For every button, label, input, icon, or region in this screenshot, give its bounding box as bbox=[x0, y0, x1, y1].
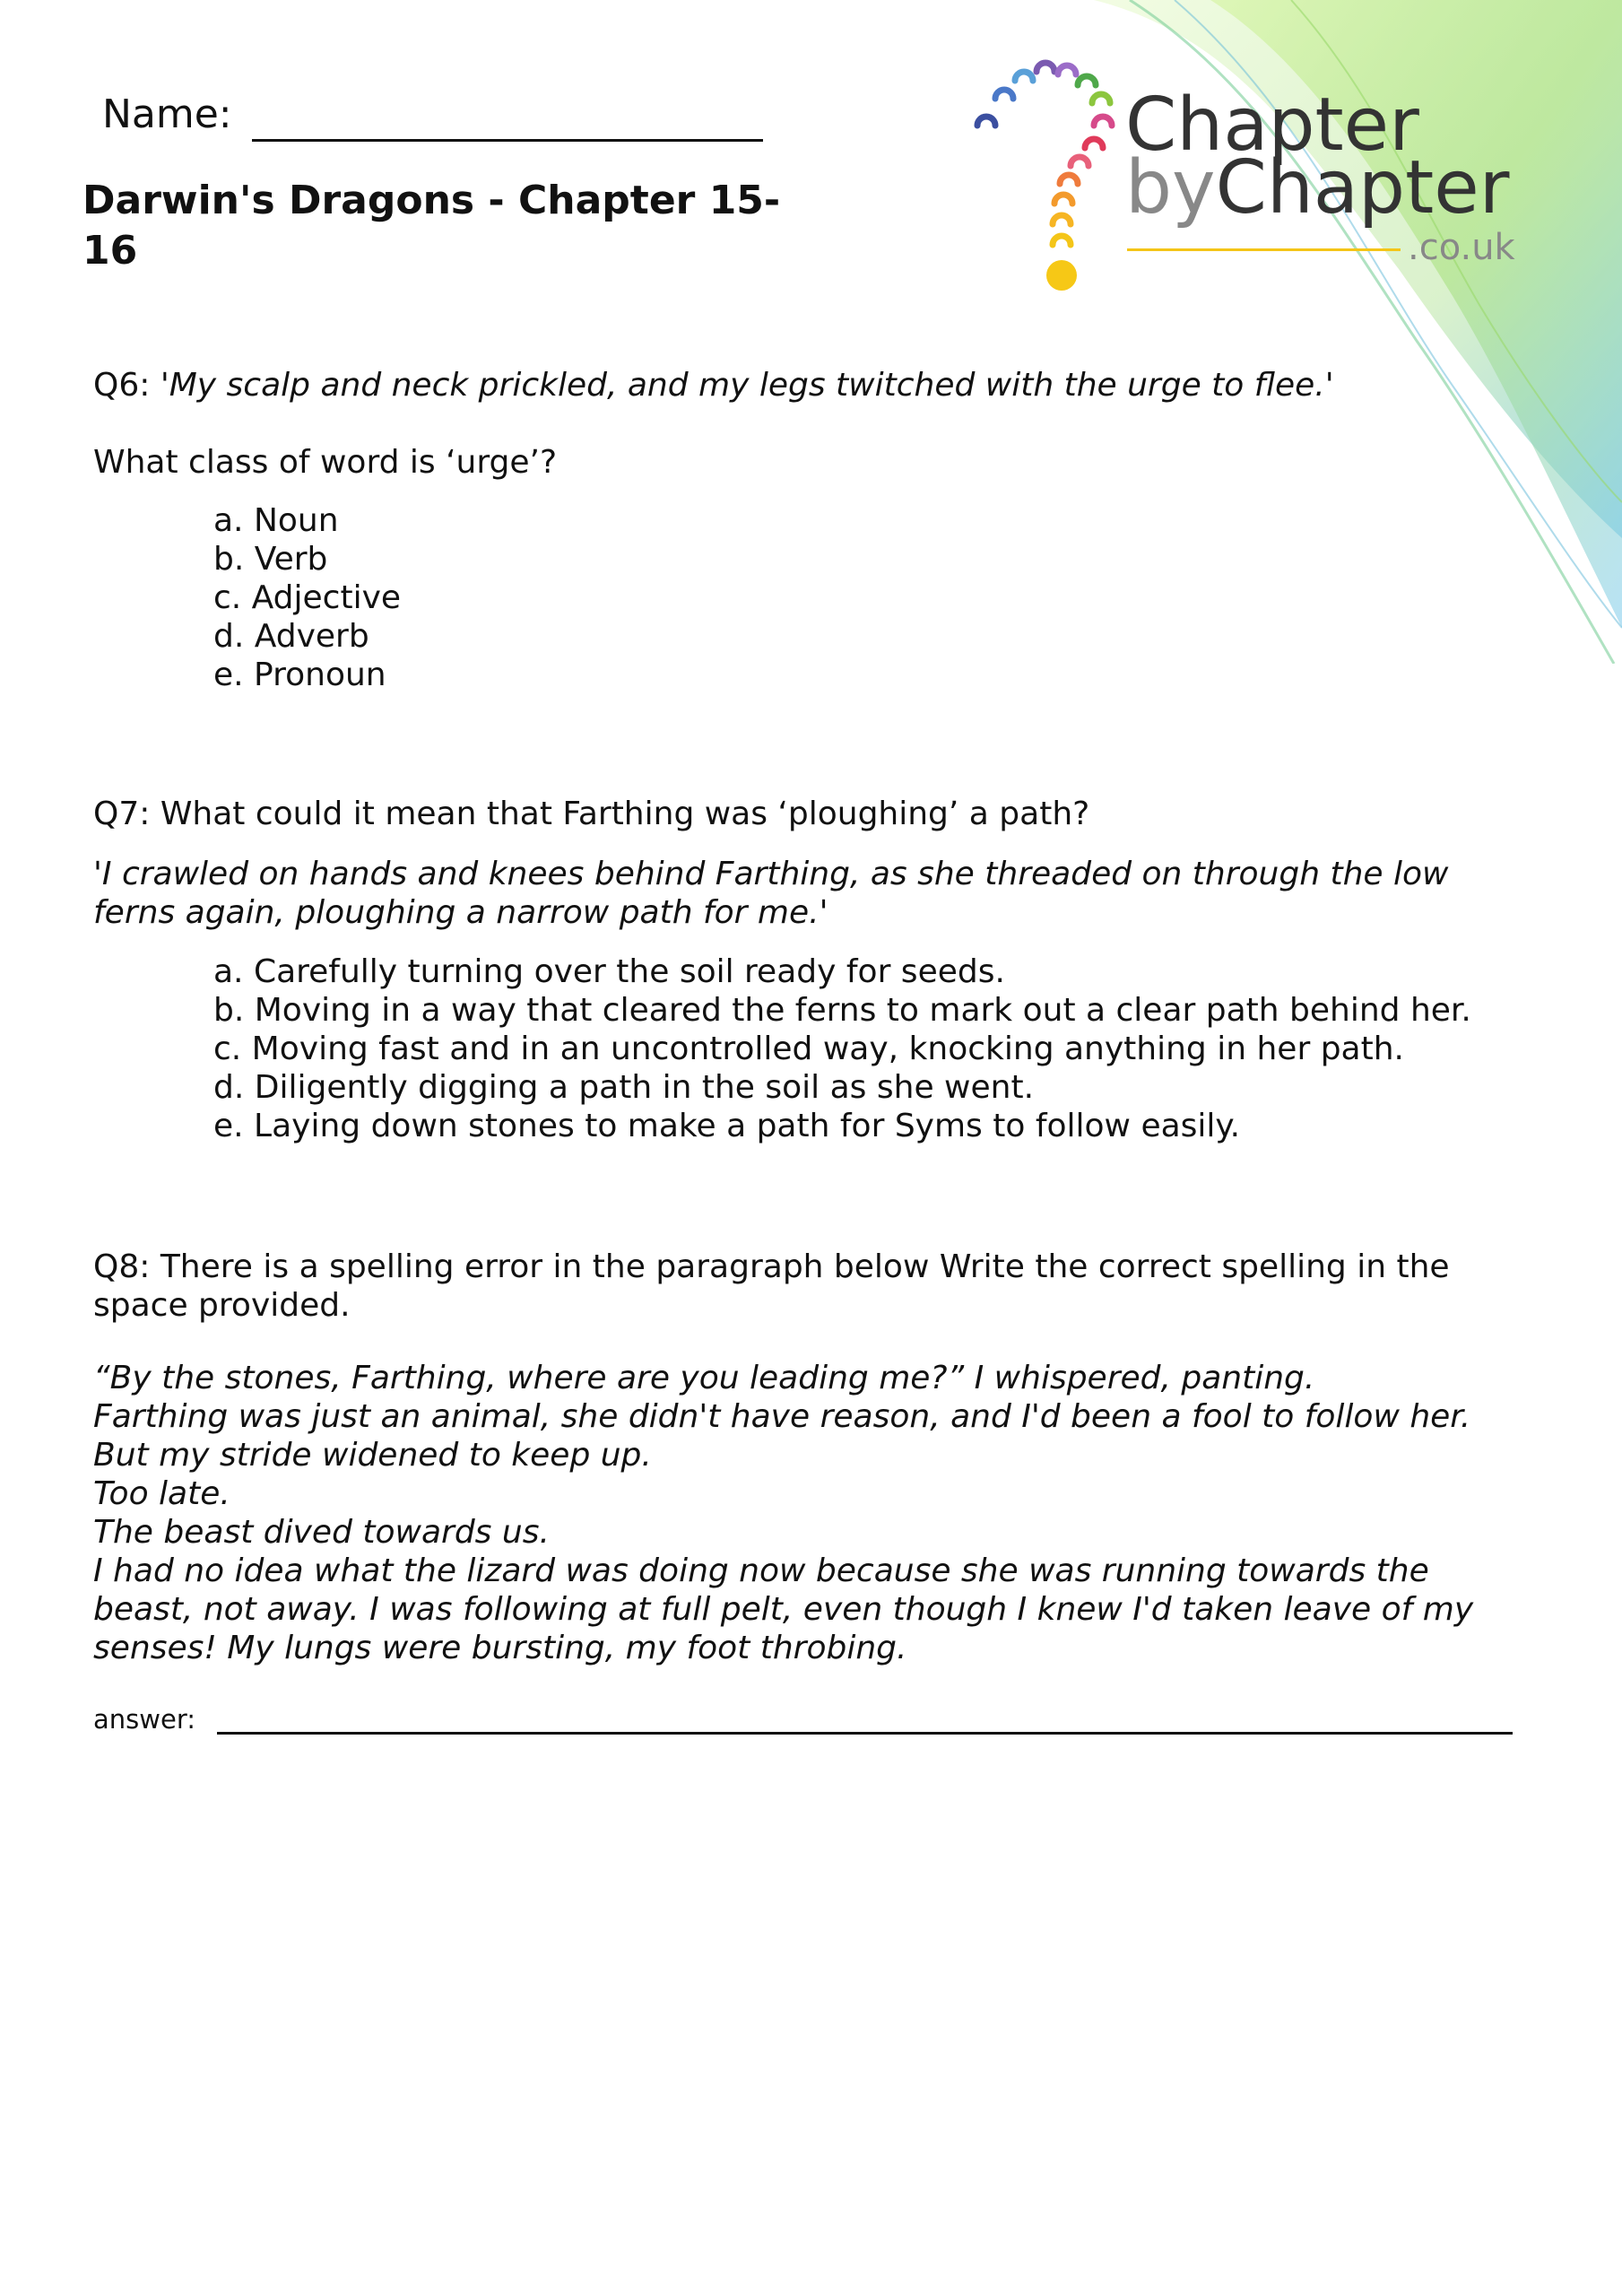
logo-word-bychapter bbox=[1125, 145, 1510, 230]
q8-passage-line: I had no idea what the lizard was doing now because she was running towards the bbox=[93, 1552, 1429, 1589]
q6-option-d[interactable]: d. Adverb bbox=[213, 618, 369, 655]
q8-question-line: space provided. bbox=[93, 1287, 351, 1324]
q7-options bbox=[213, 952, 1471, 1145]
q7-quote-line: 'I crawled on hands and knees behind Farthing, as she threaded on through the low bbox=[93, 856, 1449, 892]
q7-option-d[interactable]: d. Diligently digging a path in the soil as she went. bbox=[213, 1069, 1035, 1106]
q8-passage-line: beast, not away. I was following at full pelt, even though I knew I'd taken leave of my bbox=[93, 1591, 1474, 1628]
q8-question-line: Q8: There is a spelling error in the paragraph below Write the correct spelling in the bbox=[93, 1248, 1450, 1285]
q7-quote bbox=[93, 855, 1448, 932]
name-label: Name: bbox=[102, 91, 232, 137]
q6-options bbox=[213, 501, 401, 694]
q7-quote-line: ferns again, ploughing a narrow path for me.' bbox=[93, 894, 828, 931]
q6-question: What class of word is ‘urge’? bbox=[93, 444, 558, 481]
q6-option-e[interactable]: e. Pronoun bbox=[213, 657, 386, 693]
q6-option-b[interactable]: b. Verb bbox=[213, 541, 328, 578]
q7-option-e[interactable]: e. Laying down stones to make a path for Syms to follow easily. bbox=[213, 1108, 1241, 1144]
q8-passage-line: The beast dived towards us. bbox=[93, 1514, 550, 1551]
q6-quote: 'My scalp and neck prickled, and my legs twitched with the urge to flee.' bbox=[160, 367, 1334, 404]
answer-blank-line[interactable] bbox=[217, 1705, 1513, 1735]
q7-question: Q7: What could it mean that Farthing was ‘ploughing’ a path? bbox=[93, 796, 1090, 832]
q7-option-a[interactable]: a. Carefully turning over the soil ready for seeds. bbox=[213, 953, 1005, 990]
logo-underline bbox=[1127, 248, 1401, 251]
q8-answer-row bbox=[93, 1704, 1513, 1735]
q6-option-c[interactable]: c. Adjective bbox=[213, 579, 402, 616]
logo-word-chapter: Chapter bbox=[1125, 83, 1419, 168]
q8-question bbox=[93, 1248, 1450, 1325]
q8-passage-line: senses! My lungs were bursting, my foot throbing. bbox=[93, 1630, 907, 1666]
q6-number: Q6: bbox=[93, 367, 151, 404]
logo-word-by: by bbox=[1125, 145, 1216, 230]
logo-domain: .co.uk bbox=[1408, 227, 1515, 268]
q7-option-b[interactable]: b. Moving in a way that cleared the ferns to mark out a clear path behind her. bbox=[213, 992, 1471, 1029]
name-field-row bbox=[102, 88, 763, 142]
answer-label: answer: bbox=[93, 1704, 196, 1735]
logo-word-chapter-2: Chapter bbox=[1215, 145, 1510, 230]
worksheet-title: Darwin's Dragons - Chapter 15-16 bbox=[82, 178, 781, 274]
q7-option-c[interactable]: c. Moving fast and in an uncontrolled way, knocking anything in her path. bbox=[213, 1031, 1404, 1067]
name-blank-line[interactable] bbox=[252, 94, 763, 142]
q8-passage-line: Farthing was just an animal, she didn't have reason, and I'd been a fool to follow her. bbox=[93, 1398, 1471, 1435]
q8-passage-line: Too late. bbox=[93, 1475, 230, 1512]
q8-passage-line: But my stride widened to keep up. bbox=[93, 1437, 652, 1474]
q6-option-a[interactable]: a. Noun bbox=[213, 502, 339, 539]
q6-prompt bbox=[93, 366, 1334, 404]
q8-passage bbox=[93, 1359, 1546, 1667]
q8-passage-line: “By the stones, Farthing, where are you leading me?” I whispered, panting. bbox=[93, 1360, 1315, 1396]
